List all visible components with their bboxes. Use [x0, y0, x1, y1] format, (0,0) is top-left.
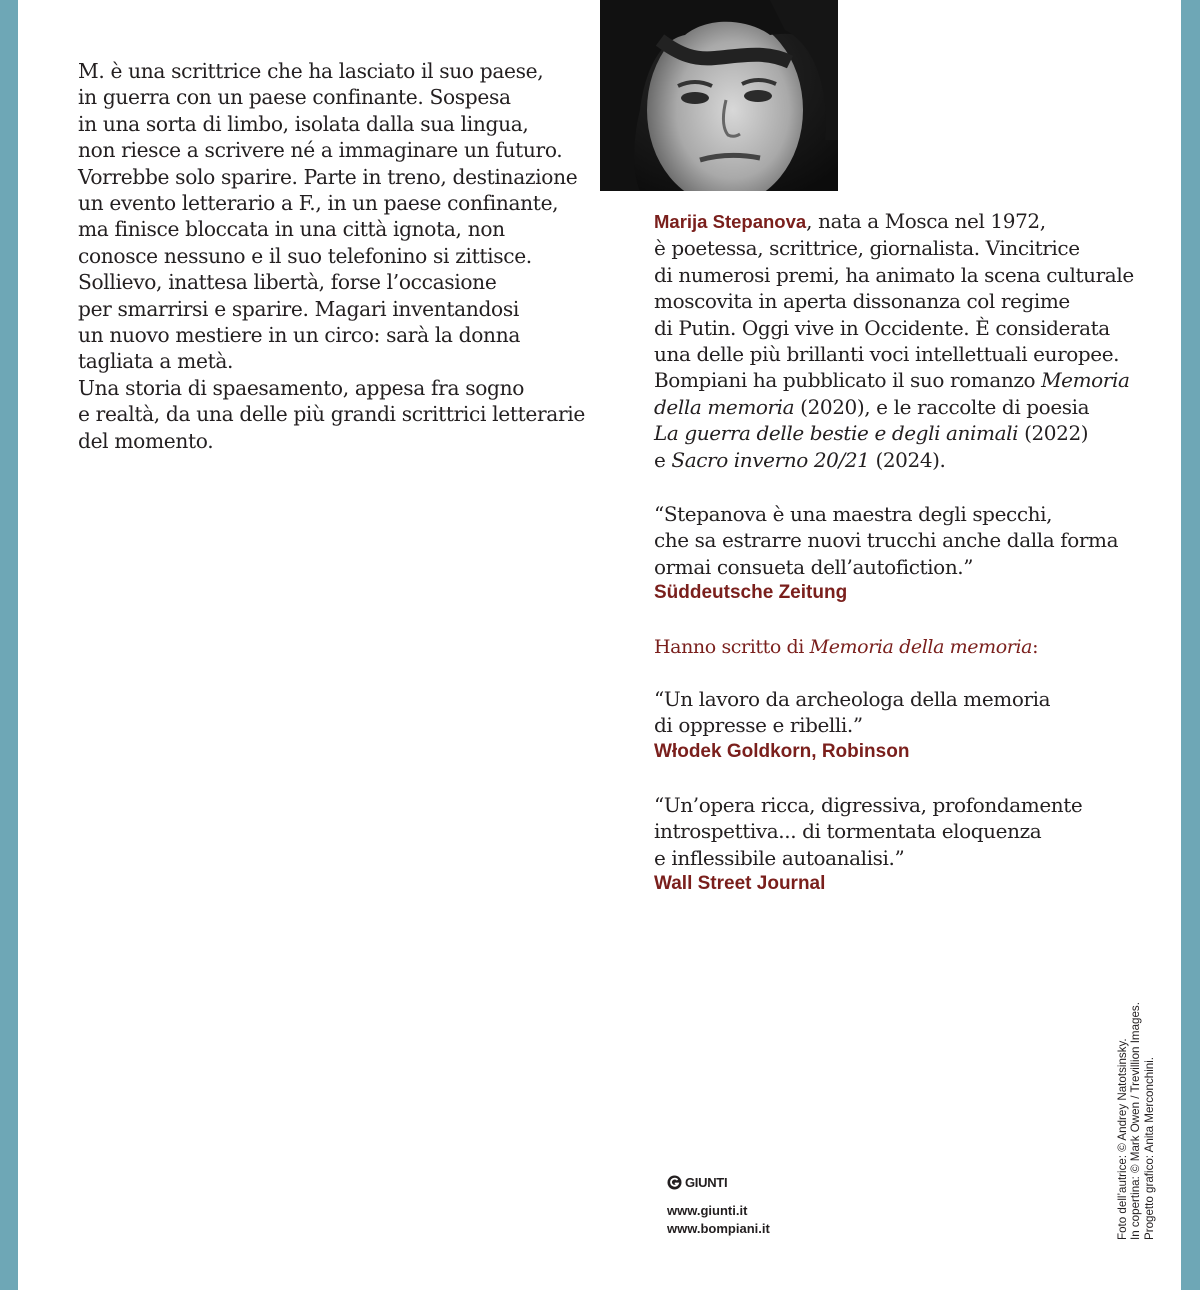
bio-text: (2022) — [1018, 421, 1089, 446]
bio-text: , nata a Mosca nel 1972, — [806, 209, 1046, 233]
synopsis-line: M. è una scrittrice che ha lasciato il suo paese, — [78, 59, 544, 83]
publisher-url[interactable]: www.giunti.it — [667, 1203, 748, 1218]
quote-line: di oppresse e ribelli.” — [654, 713, 863, 738]
credit-line: Progetto grafico: Anita Merconchini. — [1142, 1056, 1156, 1240]
credit-line: Foto dell’autrice: © Andrey Natotsinsky. — [1116, 1038, 1129, 1240]
review-quote-wsj — [654, 792, 1174, 898]
synopsis-line: ma finisce bloccata in una città ignota, non — [78, 217, 505, 242]
reviews-heading-colon: : — [1032, 636, 1039, 658]
quote-line: “Un’opera ricca, digressiva, profondamente — [654, 793, 1083, 817]
quote-line: “Stepanova è una maestra degli specchi, — [654, 502, 1053, 526]
quote-source: Wall Street Journal — [654, 873, 826, 895]
synopsis-line: Sollievo, inattesa libertà, forse l’occasione — [78, 270, 497, 295]
synopsis — [78, 58, 598, 454]
giunti-logo-icon — [667, 1175, 682, 1190]
credit-line: In copertina: © Mark Owen / Trevillion Images. — [1129, 1002, 1143, 1240]
synopsis-line: in guerra con un paese confinante. Sospesa — [78, 85, 511, 110]
bio-line: di numerosi premi, ha animato la scena culturale — [654, 262, 1134, 287]
synopsis-line: conosce nessuno e il suo telefonino si zittisce. — [78, 243, 532, 268]
bio-line — [654, 208, 1174, 235]
quote-source: Süddeutsche Zeitung — [654, 582, 848, 604]
reviews-heading — [654, 634, 1174, 660]
publisher-block — [667, 1172, 770, 1238]
bio-line: moscovita in aperta dissonanza col regime — [654, 289, 1070, 314]
book-title: La guerra delle bestie e degli animali — [654, 421, 1019, 446]
synopsis-line: e realtà, da una delle più grandi scrittrici letterarie — [78, 402, 585, 427]
bio-line: è poetessa, scrittrice, giornalista. Vincitrice — [654, 236, 1080, 261]
synopsis-line: del momento. — [78, 428, 214, 453]
review-quote-robinson — [654, 686, 1174, 765]
author-name: Marija Stepanova — [654, 211, 807, 232]
quote-line: introspettiva... di tormentata eloquenza — [654, 819, 1042, 844]
back-cover — [18, 0, 1181, 1290]
synopsis-line: un evento letterario a F., in un paese confinante, — [78, 191, 559, 216]
synopsis-line: in una sorta di limbo, isolata dalla sua lingua, — [78, 111, 529, 136]
synopsis-line: Una storia di spaesamento, appesa fra sogno — [78, 375, 525, 400]
image-credits — [1116, 1002, 1156, 1240]
giunti-logo-text: GIUNTI — [685, 1174, 728, 1190]
book-title: Sacro inverno 20/21 — [671, 447, 870, 472]
quote-line: che sa estrarre nuovi trucchi anche dalla forma — [654, 528, 1119, 553]
synopsis-line: per smarrirsi e sparire. Magari inventandosi — [78, 296, 519, 321]
synopsis-line: non riesce a scrivere né a immaginare un futuro. — [78, 138, 563, 163]
synopsis-line: Vorrebbe solo sparire. Parte in treno, destinazione — [78, 164, 578, 189]
quote-line: e inflessibile autoanalisi.” — [654, 845, 905, 870]
book-title: Memoria — [1041, 368, 1130, 393]
bio-text: (2020), e le raccolte di poesia — [794, 394, 1090, 419]
bio-text: Bompiani ha pubblicato il suo romanzo — [654, 368, 1042, 393]
synopsis-line: un nuovo mestiere in un circo: sarà la donna — [78, 323, 521, 348]
giunti-logo — [667, 1172, 770, 1192]
publisher-urls — [667, 1202, 770, 1238]
author-bio — [654, 208, 1174, 473]
quote-line: ormai consueta dell’autofiction.” — [654, 554, 974, 579]
book-title: della memoria — [654, 394, 795, 419]
synopsis-line: tagliata a metà. — [78, 349, 234, 374]
author-portrait-image — [600, 0, 838, 191]
book-title: Memoria della memoria — [809, 636, 1033, 658]
bio-line — [654, 394, 1174, 420]
publisher-url[interactable]: www.bompiani.it — [667, 1221, 770, 1236]
bio-line — [654, 367, 1174, 393]
reviews-heading-text: Hanno scritto di — [654, 636, 810, 658]
bio-line: di Putin. Oggi vive in Occidente. È considerata — [654, 315, 1110, 340]
quote-source: Włodek Goldkorn, Robinson — [654, 740, 910, 762]
bio-line — [654, 420, 1174, 446]
bio-line — [654, 447, 1174, 473]
bio-text: e — [654, 447, 672, 472]
reviews-heading-line — [654, 634, 1174, 660]
quote-line: “Un lavoro da archeologa della memoria — [654, 687, 1051, 711]
author-photo — [600, 0, 838, 191]
bio-text: (2024). — [869, 447, 946, 472]
bio-line: una delle più brillanti voci intellettuali europee. — [654, 342, 1120, 367]
review-quote-sz — [654, 501, 1174, 607]
